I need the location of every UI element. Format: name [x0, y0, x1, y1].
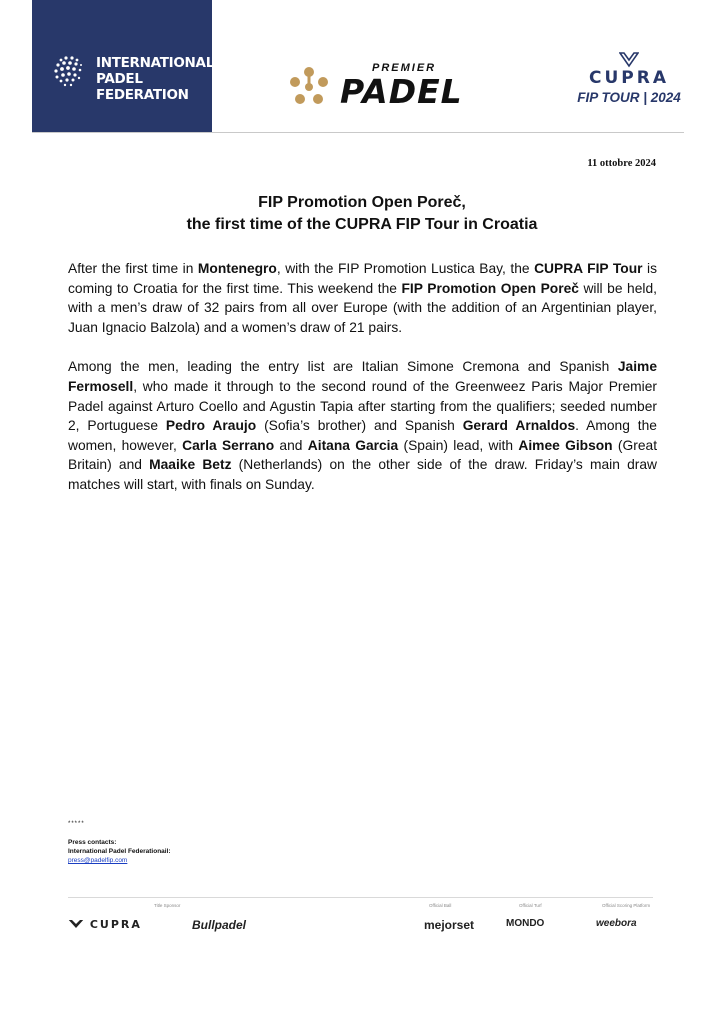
sponsor-logo-mejorset: mejorset [424, 918, 475, 932]
bold-run: Gerard Arnaldos [462, 418, 576, 434]
text-run: is coming to Croatia for the first time. This weekend the [68, 261, 657, 296]
text-run: will be held, with a men’s draw of 32 pairs from all over Europe (with the addition of an Argentinian player, Juan Ignacio Balzola) and a women’s draw of 21 pairs. [68, 280, 657, 335]
sponsor-footer [68, 903, 653, 939]
bold-run: Carla Serrano [182, 437, 275, 453]
bold-run: CUPRA FIP Tour [534, 261, 643, 276]
premier-label: PREMIER [372, 62, 437, 74]
fip-logo-block [32, 0, 215, 132]
cupra-emblem-icon [619, 52, 639, 68]
document-date: 11 ottobre 2024 [587, 158, 656, 169]
title-line-2: the first time of the CUPRA FIP Tour in Croatia [186, 216, 538, 233]
paragraph-2 [68, 357, 657, 494]
text-run: (Great Britain) and [68, 437, 658, 473]
text-run: , who made it through to the second round of the Greenweez Paris Major Premier Padel against Arturo Coello and Agustin Tapia after starting from the qualifiers; seeded number 2, Portuguese [68, 378, 657, 434]
padel-ball-icon [52, 54, 86, 88]
fip-logo-text [96, 55, 214, 103]
bold-run: Montenegro [197, 261, 277, 276]
bold-run: Pedro Araujo [165, 418, 257, 434]
fip-logo-line-2: PADEL [96, 71, 143, 87]
text-run: After the first time in [68, 261, 198, 276]
padel-label: PADEL [340, 72, 463, 111]
separator-stars: ***** [68, 821, 85, 827]
fip-logo-line-1: INTERNATIONAL [96, 55, 215, 71]
text-run: (Spain) lead, with [398, 437, 519, 453]
text-run: (Sofia’s brother) and Spanish [256, 418, 463, 434]
premier-padel-logo [286, 60, 486, 110]
bold-run: FIP Promotion Open Poreč [401, 280, 579, 296]
bold-run: Maaike Betz [149, 457, 232, 473]
text-run: and [274, 437, 308, 453]
paragraph-1 [68, 259, 657, 337]
document-title [68, 192, 656, 236]
article-body [68, 259, 657, 515]
title-line-1: FIP Promotion Open Poreč, [258, 194, 466, 211]
sponsor-label-ball: Official Ball [429, 903, 452, 908]
cupra-fip-tour-logo [576, 52, 682, 112]
bold-run: Aitana Garcia [307, 437, 399, 453]
sponsor-label-scoring: Official Scoring Platform [602, 903, 651, 908]
cupra-wordmark: CUPRA [589, 68, 669, 88]
sponsor-logo-bullpadel: Bullpadel [192, 918, 247, 932]
bold-run: Jaime Fermosell [68, 359, 657, 394]
press-contacts-org: International Padel Federationail: [68, 848, 171, 855]
bold-run: Aimee Gibson [518, 437, 613, 453]
sponsor-label-turf: Official Turf [519, 903, 542, 908]
text-run: (Netherlands) on the other side of the draw. Friday’s main draw matches will start, with finals on Sunday. [68, 457, 657, 492]
fip-logo-line-3: FEDERATION [96, 87, 189, 103]
text-run: Among the men, leading the entry list are Italian Simone Cremona and Spanish [68, 359, 618, 375]
cupra-emblem-icon [68, 919, 84, 929]
sponsor-logo-mondo: MONDO [506, 918, 545, 929]
sponsor-label-title: Title Sponsor [154, 903, 181, 908]
press-contacts-label: Press contacts: [68, 839, 117, 846]
sponsor-logo-text: CUPRA [89, 918, 142, 931]
premier-padel-star-icon [286, 64, 332, 110]
fip-tour-label: FIP TOUR | 2024 [577, 90, 681, 105]
text-run: . Among the women, however, [68, 418, 657, 453]
sponsor-logo-cupra [68, 918, 142, 931]
footer-divider [68, 897, 653, 898]
header-divider [32, 132, 684, 133]
press-email-link[interactable]: press@padelfip.com [68, 857, 128, 864]
press-contacts [68, 820, 171, 865]
text-run: , with the FIP Promotion Lustica Bay, the [276, 261, 535, 276]
sponsor-logo-weebora: weebora [596, 918, 637, 929]
